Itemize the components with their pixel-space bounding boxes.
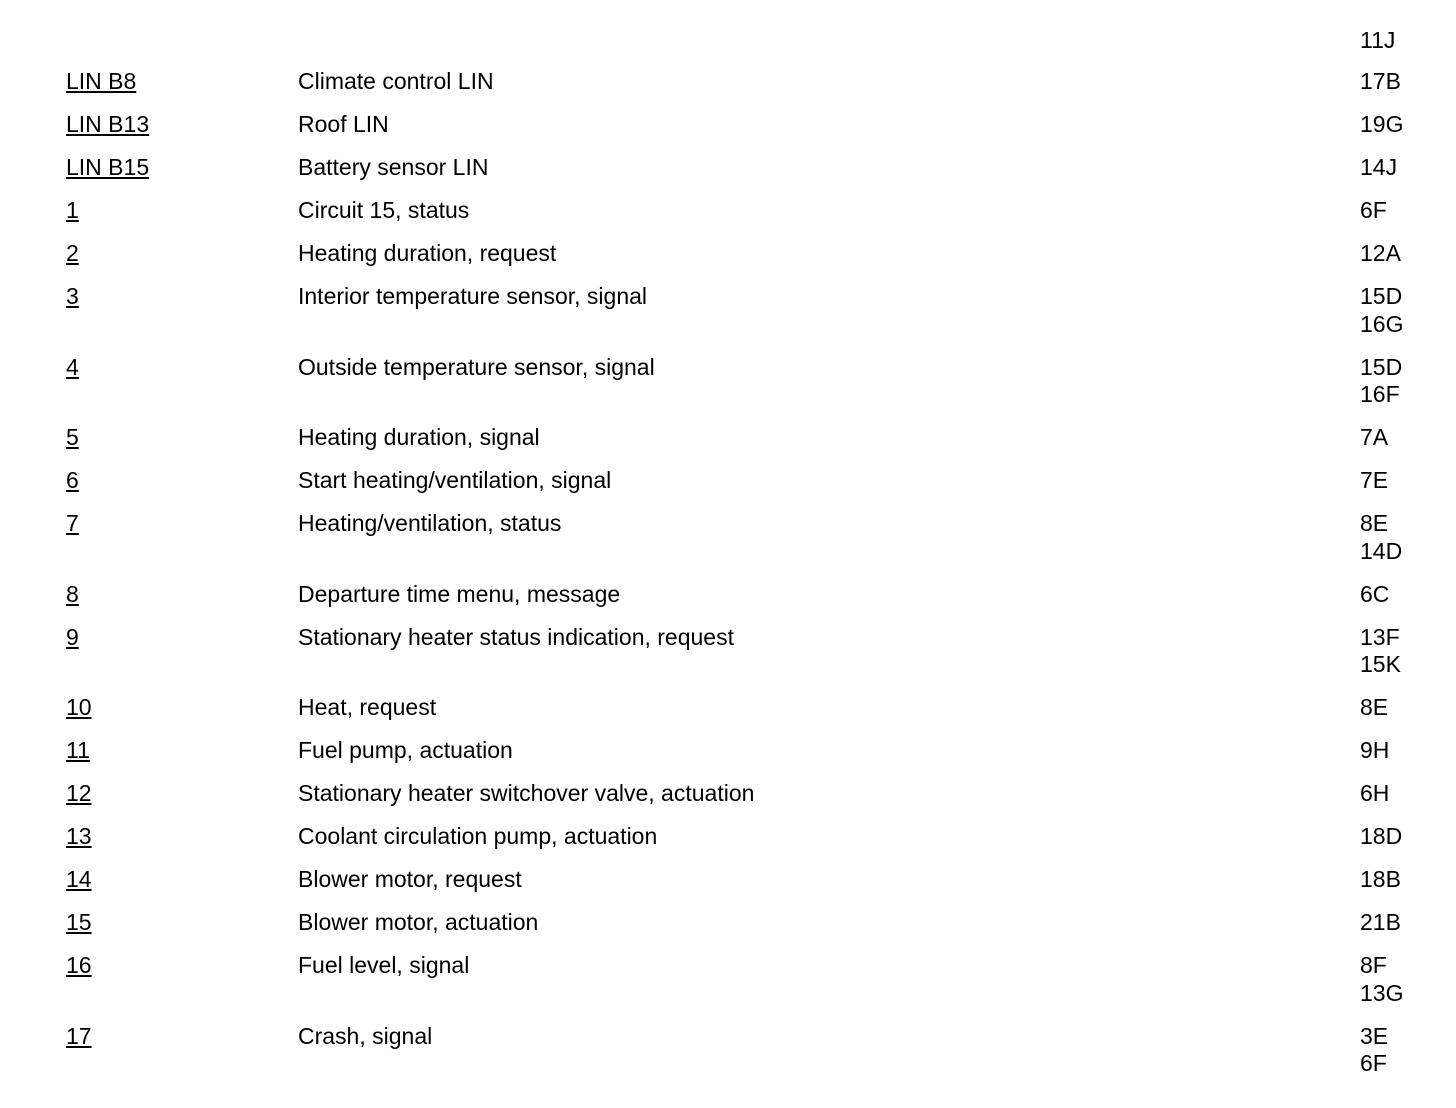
legend-grid-references [1360, 283, 1403, 338]
grid-reference: 8F [1360, 952, 1387, 978]
legend-description: Stationary heater status indication, request [298, 623, 734, 650]
legend-grid-references [1360, 510, 1402, 565]
legend-id-link[interactable]: 1 [66, 197, 79, 223]
legend-grid-references [1360, 68, 1401, 96]
legend-row [0, 283, 1456, 354]
legend-id-link[interactable]: 10 [66, 694, 92, 720]
legend-grid-references [1360, 354, 1402, 409]
legend-grid-references [1360, 694, 1388, 722]
legend-row [0, 68, 1456, 111]
legend-id-link[interactable]: LIN B8 [66, 68, 137, 94]
legend-description: Outside temperature sensor, signal [298, 353, 655, 380]
legend-id-link[interactable]: LIN B13 [66, 111, 150, 137]
legend-description: Roof LIN [298, 111, 389, 137]
legend-description: Blower motor, request [298, 866, 522, 892]
legend-description: Stationary heater switchover valve, actuation [298, 780, 755, 806]
legend-id-link[interactable]: 17 [66, 1022, 92, 1049]
legend-id-link[interactable]: LIN B15 [66, 154, 150, 180]
legend-row [0, 780, 1456, 823]
legend-description: Heating duration, request [298, 240, 557, 266]
legend-grid-references [1360, 111, 1403, 139]
legend-row [0, 510, 1456, 581]
legend-description: Fuel level, signal [298, 952, 470, 978]
legend-row [0, 1023, 1456, 1094]
legend-row [0, 866, 1456, 909]
legend-description: Fuel pump, actuation [298, 737, 513, 763]
grid-reference: 19G [1360, 111, 1404, 137]
legend-grid-references [1360, 952, 1403, 1007]
leading-reference: 11J [1360, 27, 1396, 53]
legend-grid-references [1360, 624, 1401, 679]
legend-id-link[interactable]: 15 [66, 909, 92, 935]
grid-reference: 7A [1360, 424, 1389, 450]
grid-reference: 17B [1360, 68, 1401, 94]
legend-id-link[interactable]: 6 [66, 467, 79, 493]
legend-row [0, 467, 1456, 510]
legend-description: Heating duration, signal [298, 424, 540, 450]
legend-row [0, 424, 1456, 467]
legend-row [0, 694, 1456, 737]
legend-description: Start heating/ventilation, signal [298, 467, 612, 493]
legend-id-link[interactable]: 13 [66, 823, 92, 849]
grid-reference: 15D [1360, 353, 1403, 380]
legend-id-link[interactable]: 2 [66, 240, 79, 266]
legend-grid-references [1360, 424, 1388, 452]
grid-reference: 13G [1360, 979, 1404, 1006]
legend-grid-references [1360, 581, 1389, 609]
legend-description: Heating/ventilation, status [298, 510, 562, 536]
grid-reference: 3E [1360, 1022, 1389, 1049]
legend-id-link[interactable]: 11 [66, 737, 90, 763]
grid-reference: 14D [1360, 537, 1403, 564]
legend-id-link[interactable]: 14 [66, 866, 92, 892]
legend-id-link[interactable]: 8 [66, 580, 79, 607]
legend-row [0, 624, 1456, 695]
grid-reference: 6H [1360, 780, 1390, 806]
grid-reference: 18B [1360, 866, 1401, 892]
legend-id-link[interactable]: 12 [66, 780, 92, 806]
legend-grid-references [1360, 154, 1397, 182]
legend-id-link[interactable]: 16 [66, 952, 92, 978]
grid-reference: 12A [1360, 240, 1401, 266]
grid-reference: 13F [1360, 623, 1400, 650]
legend-row [0, 737, 1456, 780]
legend-grid-references [1360, 866, 1401, 894]
legend-id-link[interactable]: 4 [66, 353, 79, 380]
legend-row [0, 111, 1456, 154]
grid-reference: 6C [1360, 580, 1390, 607]
legend-grid-references [1360, 1023, 1388, 1078]
grid-reference: 7E [1360, 467, 1389, 493]
legend-id-link[interactable]: 9 [66, 623, 79, 650]
legend-grid-references [1360, 197, 1387, 225]
grid-reference: 14J [1360, 154, 1398, 180]
grid-reference: 15K [1360, 651, 1401, 677]
legend-grid-references [1360, 823, 1402, 851]
legend-id-link[interactable]: 3 [66, 283, 79, 309]
grid-reference: 16F [1360, 381, 1400, 407]
legend-table [0, 68, 1456, 1093]
legend-description: Climate control LIN [298, 68, 494, 94]
grid-reference: 9H [1360, 737, 1390, 763]
legend-row [0, 154, 1456, 197]
legend-row [0, 197, 1456, 240]
legend-description: Departure time menu, message [298, 580, 621, 607]
legend-row [0, 240, 1456, 283]
legend-grid-references [1360, 467, 1388, 495]
grid-reference: 15D [1360, 283, 1403, 309]
legend-row [0, 823, 1456, 866]
grid-reference: 8E [1360, 510, 1389, 536]
legend-description: Interior temperature sensor, signal [298, 283, 648, 309]
legend-id-link[interactable]: 7 [66, 510, 79, 536]
legend-row [0, 581, 1456, 624]
legend-grid-references [1360, 240, 1401, 268]
legend-description: Coolant circulation pump, actuation [298, 823, 658, 849]
grid-reference: 18D [1360, 823, 1403, 849]
legend-grid-references [1360, 909, 1401, 937]
legend-grid-references [1360, 780, 1389, 808]
legend-grid-references [1360, 737, 1389, 765]
legend-description: Battery sensor LIN [298, 154, 489, 180]
grid-reference: 6F [1360, 197, 1387, 223]
legend-description: Blower motor, actuation [298, 909, 539, 935]
grid-reference: 6F [1360, 1050, 1387, 1076]
legend-row [0, 952, 1456, 1023]
legend-description: Circuit 15, status [298, 197, 470, 223]
grid-reference: 16G [1360, 310, 1404, 337]
legend-row [0, 909, 1456, 952]
legend-description: Crash, signal [298, 1022, 433, 1049]
legend-description: Heat, request [298, 694, 437, 720]
grid-reference: 21B [1360, 909, 1401, 935]
grid-reference: 8E [1360, 694, 1389, 720]
legend-row [0, 354, 1456, 425]
legend-id-link[interactable]: 5 [66, 424, 79, 450]
